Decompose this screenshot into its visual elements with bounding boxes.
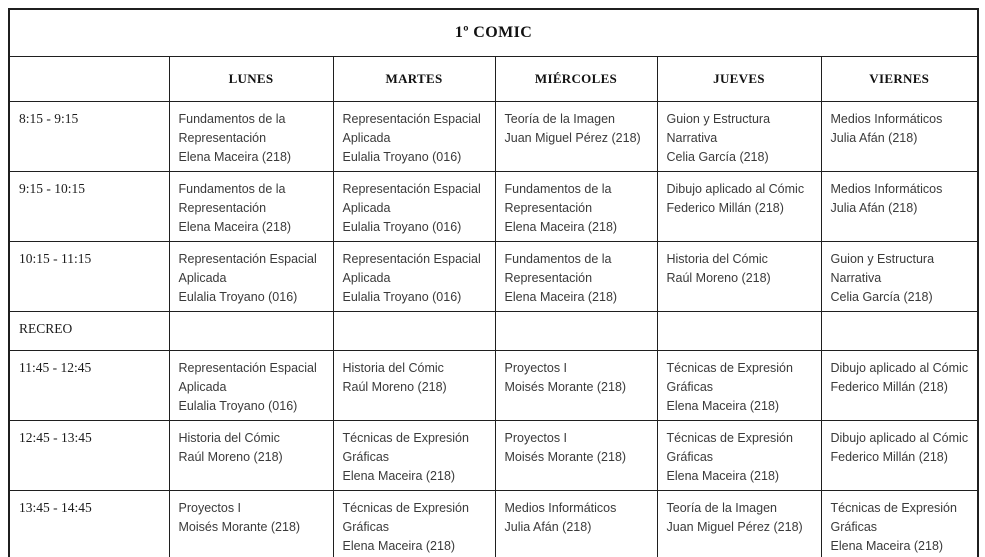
subject-name: Técnicas de Expresión Gráficas [666, 360, 793, 394]
empty-cell [821, 311, 978, 350]
schedule-row [9, 171, 978, 241]
class-cell [821, 241, 978, 311]
class-cell [821, 490, 978, 557]
class-cell [657, 350, 821, 420]
subject-name: Fundamentos de la Representación [504, 251, 612, 285]
teacher-room: Elena Maceira (218) [342, 538, 456, 553]
class-cell [657, 490, 821, 557]
class-cell [169, 490, 333, 557]
class-cell [333, 241, 495, 311]
subject-name: Representación Espacial Aplicada [342, 251, 481, 285]
teacher-room: Federico Millán (218) [666, 200, 784, 215]
subject-name: Técnicas de Expresión Gráficas [830, 500, 957, 534]
schedule-row [9, 241, 978, 311]
subject-name: Técnicas de Expresión Gráficas [666, 430, 793, 464]
teacher-room: Julia Afán (218) [830, 200, 918, 215]
teacher-room: Raúl Moreno (218) [666, 270, 771, 285]
teacher-room: Elena Maceira (218) [504, 289, 618, 304]
title-row [9, 9, 978, 56]
class-cell [657, 101, 821, 171]
schedule-row [9, 101, 978, 171]
subject-name: Historia del Cómic [342, 360, 444, 375]
schedule-row [9, 420, 978, 490]
subject-name: Proyectos I [504, 430, 568, 445]
subject-name: Dibujo aplicado al Cómic [830, 430, 969, 445]
teacher-room: Juan Miguel Pérez (218) [666, 519, 803, 534]
subject-name: Teoría de la Imagen [504, 111, 615, 126]
teacher-room: Eulalia Troyano (016) [342, 149, 462, 164]
teacher-room: Celia García (218) [830, 289, 933, 304]
class-cell [333, 420, 495, 490]
class-cell [495, 350, 657, 420]
subject-name: Proyectos I [504, 360, 568, 375]
timetable [8, 8, 979, 557]
class-cell [169, 171, 333, 241]
class-cell [821, 171, 978, 241]
teacher-room: Eulalia Troyano (016) [178, 398, 298, 413]
class-cell [495, 101, 657, 171]
teacher-room: Federico Millán (218) [830, 449, 948, 464]
class-cell [821, 101, 978, 171]
schedule-row [9, 350, 978, 420]
subject-name: Fundamentos de la Representación [178, 181, 286, 215]
empty-cell [333, 311, 495, 350]
class-cell [821, 350, 978, 420]
day-header-viernes: VIERNES [821, 56, 978, 101]
teacher-room: Elena Maceira (218) [504, 219, 618, 234]
class-cell [333, 490, 495, 557]
time-slot-cell: 10:15 - 11:15 [9, 241, 169, 311]
class-cell [657, 241, 821, 311]
class-cell [495, 420, 657, 490]
teacher-room: Eulalia Troyano (016) [342, 219, 462, 234]
subject-name: Historia del Cómic [666, 251, 768, 266]
class-cell [169, 241, 333, 311]
teacher-room: Moisés Morante (218) [504, 449, 627, 464]
teacher-room: Elena Maceira (218) [666, 468, 780, 483]
subject-name: Guion y Estructura Narrativa [666, 111, 771, 145]
class-cell [657, 171, 821, 241]
subject-name: Representación Espacial Aplicada [178, 360, 317, 394]
subject-name: Representación Espacial Aplicada [342, 111, 481, 145]
class-cell [495, 490, 657, 557]
day-header-miercoles: MIÉRCOLES [495, 56, 657, 101]
day-header-lunes: LUNES [169, 56, 333, 101]
schedule-row [9, 490, 978, 557]
subject-name: Medios Informáticos [504, 500, 617, 515]
empty-cell [657, 311, 821, 350]
corner-cell [9, 56, 169, 101]
time-slot-cell: 11:45 - 12:45 [9, 350, 169, 420]
day-header-jueves: JUEVES [657, 56, 821, 101]
class-cell [821, 420, 978, 490]
teacher-room: Celia García (218) [666, 149, 769, 164]
subject-name: Proyectos I [178, 500, 242, 515]
subject-name: Dibujo aplicado al Cómic [666, 181, 805, 196]
teacher-room: Moisés Morante (218) [178, 519, 301, 534]
subject-name: Técnicas de Expresión Gráficas [342, 430, 469, 464]
teacher-room: Elena Maceira (218) [830, 538, 944, 553]
teacher-room: Raúl Moreno (218) [342, 379, 447, 394]
subject-name: Representación Espacial Aplicada [178, 251, 317, 285]
time-slot-cell: 8:15 - 9:15 [9, 101, 169, 171]
day-header-row [9, 56, 978, 101]
break-label-cell: RECREO [9, 311, 169, 350]
class-cell [495, 171, 657, 241]
class-cell [333, 101, 495, 171]
teacher-room: Elena Maceira (218) [178, 219, 292, 234]
subject-name: Fundamentos de la Representación [178, 111, 286, 145]
class-cell [657, 420, 821, 490]
teacher-room: Moisés Morante (218) [504, 379, 627, 394]
teacher-room: Federico Millán (218) [830, 379, 948, 394]
class-cell [169, 101, 333, 171]
day-header-martes: MARTES [333, 56, 495, 101]
teacher-room: Elena Maceira (218) [666, 398, 780, 413]
subject-name: Fundamentos de la Representación [504, 181, 612, 215]
empty-cell [495, 311, 657, 350]
teacher-room: Juan Miguel Pérez (218) [504, 130, 641, 145]
time-slot-cell: 9:15 - 10:15 [9, 171, 169, 241]
class-cell [169, 420, 333, 490]
teacher-room: Eulalia Troyano (016) [178, 289, 298, 304]
teacher-room: Julia Afán (218) [830, 130, 918, 145]
teacher-room: Julia Afán (218) [504, 519, 592, 534]
teacher-room: Eulalia Troyano (016) [342, 289, 462, 304]
subject-name: Dibujo aplicado al Cómic [830, 360, 969, 375]
time-slot-cell: 13:45 - 14:45 [9, 490, 169, 557]
subject-name: Teoría de la Imagen [666, 500, 777, 515]
subject-name: Técnicas de Expresión Gráficas [342, 500, 469, 534]
page-title: 1º COMIC [9, 9, 978, 56]
teacher-room: Elena Maceira (218) [342, 468, 456, 483]
subject-name: Medios Informáticos [830, 111, 943, 126]
class-cell [495, 241, 657, 311]
subject-name: Representación Espacial Aplicada [342, 181, 481, 215]
teacher-room: Elena Maceira (218) [178, 149, 292, 164]
subject-name: Guion y Estructura Narrativa [830, 251, 935, 285]
class-cell [333, 171, 495, 241]
class-cell [333, 350, 495, 420]
break-row [9, 311, 978, 350]
empty-cell [169, 311, 333, 350]
time-slot-cell: 12:45 - 13:45 [9, 420, 169, 490]
subject-name: Medios Informáticos [830, 181, 943, 196]
teacher-room: Raúl Moreno (218) [178, 449, 283, 464]
subject-name: Historia del Cómic [178, 430, 280, 445]
class-cell [169, 350, 333, 420]
